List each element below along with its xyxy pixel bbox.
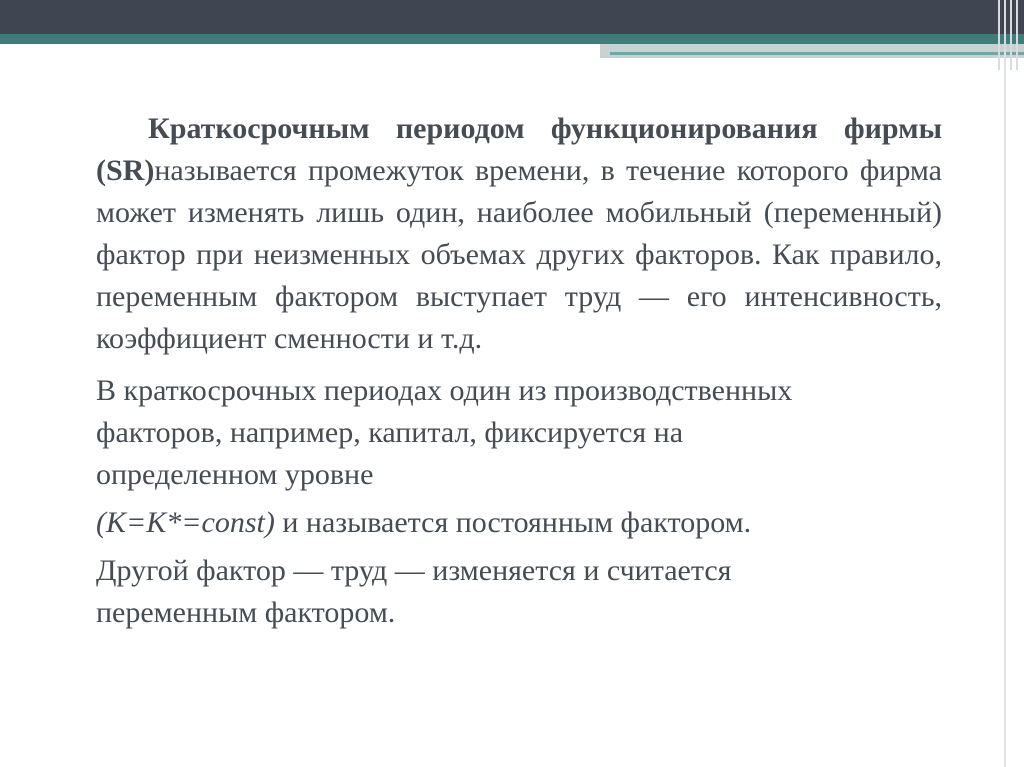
top-teal-band <box>0 34 1024 44</box>
text-line: переменным фактором. <box>96 596 396 629</box>
top-dark-band <box>0 0 1024 34</box>
definition-paragraph <box>96 108 942 360</box>
constant-factor-text: и называется постоянным фактором. <box>274 506 752 539</box>
text-line: В краткосрочных периодах один из производственных <box>96 374 793 407</box>
formula: (K=K*=const) <box>96 506 275 539</box>
corner-stripe <box>1010 0 1012 70</box>
text-line: определенном уровне <box>96 458 374 491</box>
short-run-paragraph <box>96 370 942 496</box>
definition-term: Краткосрочным периодом функционирования фирмы (SR) <box>96 112 942 187</box>
constant-factor-paragraph <box>96 502 942 544</box>
definition-text: называется промежуток времени, в течение которого фирма может изменять лишь один, наиболее мобильный (переменный) фактор при неизменных объемах других факторов. Как правило, переменным фактором выступает труд — его интенсивность, коэффициент сменности и т.д. <box>96 154 942 355</box>
corner-stripe <box>1016 0 1018 70</box>
text-line: факторов, например, капитал, фиксируется на <box>96 416 684 449</box>
slide-body <box>96 108 942 634</box>
variable-factor-paragraph <box>96 550 942 634</box>
text-line: Другой фактор — труд — изменяется и считается <box>96 554 732 587</box>
